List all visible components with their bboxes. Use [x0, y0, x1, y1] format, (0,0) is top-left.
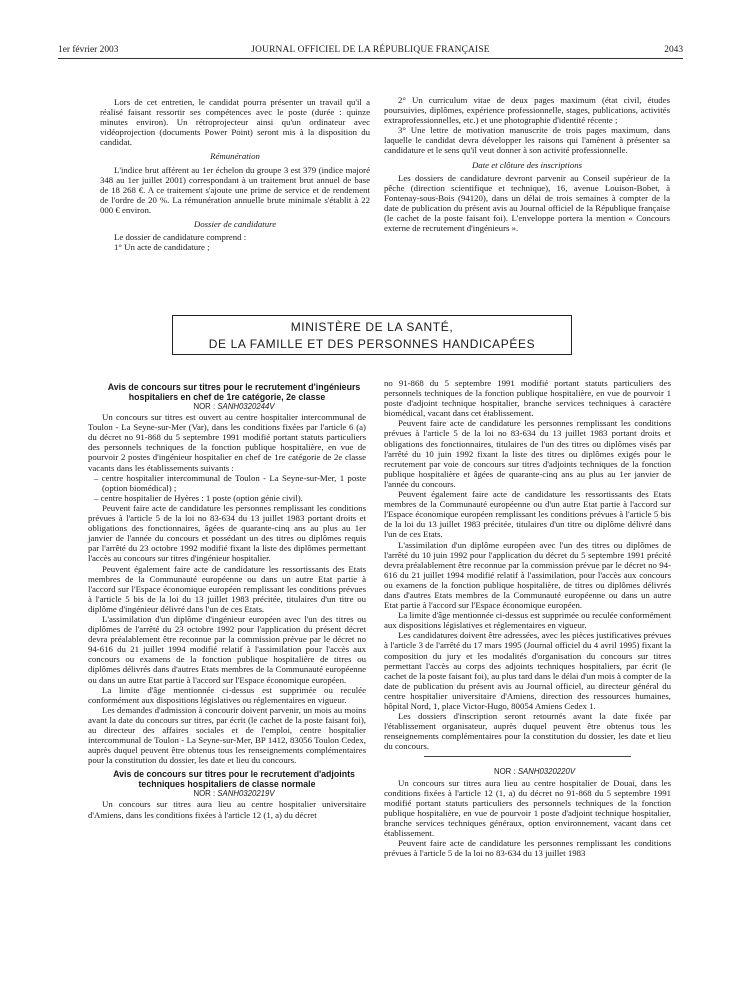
- right-bottom-column: [384, 378, 671, 858]
- paragraph: Peuvent faire acte de candidature les personnes remplissant les conditions prévues à l'article 5 de la loi no 83-634 du 13 juillet 1983 portant droits et obligations des fonctionnaires, titulaires de l'un des titres ou diplômes visés par l'arrêté du 10 juin 1992 fixant la liste des titres ou diplômes exigés pour le recrutement par voie de concours sur titres d'adjoints techniques de la fonction publique hospitalière et âgées de quarante-cinq ans au plus au 1er janvier de l'année du concours.: [384, 418, 671, 489]
- paragraph: Le dossier de candidature comprend :: [114, 232, 247, 243]
- notice-title: Avis de concours sur titres pour le recrutement d'adjoints techniques hospitaliers de classe normale: [113, 769, 355, 790]
- header-date: 1er février 2003: [58, 45, 119, 55]
- nor-reference: [88, 402, 366, 412]
- paragraph: La limite d'âge mentionnée ci-dessus est supprimée ou reculée conformément aux dispositions législatives et réglementaires en vigueur.: [384, 610, 671, 631]
- section-heading-date-cloture: Date et clôture des inscriptions: [471, 159, 583, 170]
- paragraph: L'assimilation d'un diplôme européen avec l'un des titres ou diplômes de l'arrêté du 10 juin 1992 pour l'application du décret du 5 septembre 1991 précité devra préalablement être reconnue par la commission prévue par le décret no 94-616 du 21 juillet 1994 modifié relatif à l'assimilation, pour l'accès aux concours ou examens de la fonction publique hospitalière, de titres ou diplômes délivrés dans d'autres Etats membres de la Communauté européenne ou dans un autre Etat partie à l'accord sur l'Espace économique européen.: [384, 539, 671, 611]
- paragraph: Les candidatures doivent être adressées, avec les pièces justificatives prévues à l'article 3 de l'arrêté du 17 mars 1995 (Journal officiel du 4 avril 1995) fixant la composition du jury et les modalités d'organisation du concours sur titres permettant l'accès au corps des adjoints techniques hospitaliers, par écrit (le cachet de la poste faisant foi), au plus tard dans le délai d'un mois à compter de la date de publication du présent avis au Journal officiel, au directeur général du centre hospitalier universitaire d'Amiens, direction des ressources humaines, hôpital Nord, 1, place Victor-Hugo, 80054 Amiens Cedex 1.: [384, 630, 671, 711]
- left-bottom-column: [88, 382, 366, 820]
- paragraph: Un concours sur titres aura lieu au centre hospitalier de Douai, dans les conditions fixées à l'article 12 (1, a) du décret no 91-868 du 5 septembre 1991 modifié portant statuts particuliers des personnels techniques de la fonction publique hospitalière, en vue de pourvoir 1 poste d'adjoint technique hospitalier, branche services techniques généraux, option environnement, vacant dans cet établissement.: [384, 777, 671, 839]
- paragraph: Peuvent également faire acte de candidature les ressortissants des Etats membres de la Communauté européenne ou d'un autre Etat partie à l'accord sur l'Espace économique européen remplissant les conditions prévues à l'article 5 bis de la loi du 13 juillet 1983 précitée, titulaires d'un titre ou diplôme délivré dans l'un de ces Etats.: [384, 489, 671, 540]
- list-item: – centre hospitalier intercommunal de Toulon - La Seyne-sur-Mer, 1 poste (option biomédical) ;: [94, 472, 366, 493]
- ministry-title-line1: MINISTÈRE DE LA SANTÉ,: [290, 320, 454, 334]
- nor-code: SANH0320244V: [217, 402, 275, 411]
- running-header: [58, 44, 683, 59]
- nor-reference: [88, 789, 366, 799]
- nor-code: SANH0320219V: [217, 789, 275, 799]
- header-journal-title: JOURNAL OFFICIEL DE LA RÉPUBLIQUE FRANÇAISE: [251, 45, 490, 55]
- paragraph: Peuvent faire acte de candidature les personnes remplissant les conditions prévues à l'article 5 de la loi no 83-634 du 13 juillet 1983 portant droits et obligations des fonctionnaires, âgées de quarante-cinq ans au plus au 1er janvier de l'année du concours et possédant un des titres ou diplômes requis par l'arrêté du 23 octobre 1992 modifié fixant la liste des diplômes permettant l'accès au concours sur titres d'ingénieur hospitalier.: [88, 502, 366, 564]
- paragraph: Les demandes d'admission à concourir doivent parvenir, un mois au moins avant la date du concours sur titres, par écrit (le cachet de la poste faisant foi), au directeur des affaires sociales et de l'emploi, centre hospitalier intercommunal de Toulon - La Seyne-sur-Mer, BP 1412, 83056 Toulon Cedex, auprès duquel peuvent être obtenus tous les renseignements complémentaires pour la constitution du dossier, les date et lieu du concours.: [88, 704, 366, 766]
- left-top-column: [100, 97, 370, 252]
- paragraph: L'indice brut afférent au 1er échelon du groupe 3 est 379 (indice majoré 348 au 1er juillet 2001) correspondant à un traitement brut annuel de base de 18 268 €. A ce traitement s'ajoute une prime de service et de rendement de l'ordre de 20 %. La rémunération annuelle brute minimale s'établit à 22 000 € environ.: [100, 164, 370, 215]
- nor-code: SANH0320220V: [517, 767, 576, 777]
- right-top-column: [384, 95, 670, 233]
- notice-title: Avis de concours sur titres pour le recrutement d'ingénieurs hospitaliers en chef de 1re catégorie, 2e classe: [107, 382, 361, 402]
- paragraph: Un concours sur titres est ouvert au centre hospitalier intercommunal de Toulon - La Seyne-sur-Mer (Var), dans les conditions fixées par l'article 6 (a) du décret no 91-868 du 5 septembre 1991 modifié portant statuts particuliers des personnels techniques de la fonction publique hospitalière, en vue de pourvoir 2 postes d'ingénieur hospitalier en chef de 1re catégorie de 2e classe vacants dans les établissements suivants :: [88, 412, 366, 473]
- paragraph: no 91-868 du 5 septembre 1991 modifié portant statuts particuliers des personnels techniques de la fonction publique hospitalière, en vue de pourvoir 1 poste d'adjoint technique hospitalier, branche services techniques à caractère biomédical, vacant dans cet établissement.: [384, 378, 671, 419]
- section-heading-dossier: Dossier de candidature: [193, 219, 277, 230]
- header-page-number: 2043: [664, 45, 683, 55]
- paragraph: Les dossiers d'inscription seront retournés avant la date fixée par l'établissement organisateur, auprès duquel peuvent être obtenus tous les renseignements complémentaires pour la constitution du dossier, les date et lieu du concours.: [384, 711, 671, 752]
- paragraph: Les dossiers de candidature devront parvenir au Conseil supérieur de la pêche (direction scientifique et technique), 16, avenue Louison-Bobet, à Fontenay-sous-Bois (94120), dans un délai de trois semaines à compter de la date de publication du présent avis au Journal officiel de la République française (le cachet de la poste faisant foi). L'enveloppe portera la mention « Concours externe de recrutement d'ingénieurs ».: [384, 172, 670, 234]
- paragraph: 2° Un curriculum vitae de deux pages maximum (état civil, études poursuivies, diplômes, expérience professionnelle, stages, publications, activités extraprofessionnelles, etc.) et une photographie d'identité récente ;: [384, 95, 670, 126]
- list-item: – centre hospitalier de Hyères : 1 poste (option génie civil).: [94, 492, 303, 503]
- nor-label: NOR :: [493, 767, 516, 777]
- paragraph: La limite d'âge mentionnée ci-dessus est supprimée ou reculée conformément aux dispositions législatives ou réglementaires en vigueur.: [88, 684, 366, 705]
- paragraph: Lors de cet entretien, le candidat pourra présenter un travail qu'il a réalisé faisant ressortir ses compétences avec le poste (durée : quinze minutes environ). Un rétroprojecteur ainsi qu'un ordinateur avec vidéoprojection (documents Power Point) seront mis à la disposition du candidat.: [100, 97, 370, 148]
- ministry-title-line2: DE LA FAMILLE ET DES PERSONNES HANDICAPÉES: [208, 337, 536, 351]
- paragraph: 3° Une lettre de motivation manuscrite de trois pages maximum, dans laquelle le candidat devra développer les raisons qui l'amènent à présenter sa candidature et le sens qu'il veut donner à son activité professionnelle.: [384, 125, 670, 156]
- ministry-title-box: [172, 315, 572, 355]
- paragraph: Un concours sur titres aura lieu au centre hospitalier universitaire d'Amiens, dans les conditions fixées à l'article 12 (1, a) du décret: [88, 799, 366, 820]
- paragraph: Peuvent également faire acte de candidature les ressortissants des Etats membres de la Communauté européenne ou dans un autre Etat partie à l'accord sur l'Espace économique européen remplissant les conditions prévues à l'article 5 bis de la loi du 13 juillet 1983 précitée, titulaires d'un titre ou diplôme d'ingénieur délivré dans l'un de ces Etats.: [88, 563, 366, 614]
- separator-rule: [424, 756, 631, 757]
- section-heading-remuneration: Rémunération: [210, 151, 260, 162]
- paragraph: 1° Un acte de candidature ;: [114, 242, 210, 253]
- paragraph: Peuvent faire acte de candidature les personnes remplissant les conditions prévues à l'article 5 de la loi no 83-634 du 13 juillet 1983: [384, 838, 671, 859]
- nor-label: NOR :: [193, 402, 216, 411]
- nor-reference: [384, 767, 671, 777]
- nor-label: NOR :: [193, 789, 216, 799]
- paragraph: L'assimilation d'un diplôme d'ingénieur européen avec l'un des titres ou diplômes de l'arrêté du 23 octobre 1992 pour l'application du présent décret devra préalablement être reconnue par la commission prévue par le décret no 94-616 du 21 juillet 1994 modifié relatif à l'assimilation pour l'accès aux concours ou examens de la fonction publique hospitalière de titres ou diplômes délivrés dans d'autres Etats membres de la Communauté européenne ou dans un autre Etat partie à l'accord sur l'Espace économique européen.: [88, 613, 366, 685]
